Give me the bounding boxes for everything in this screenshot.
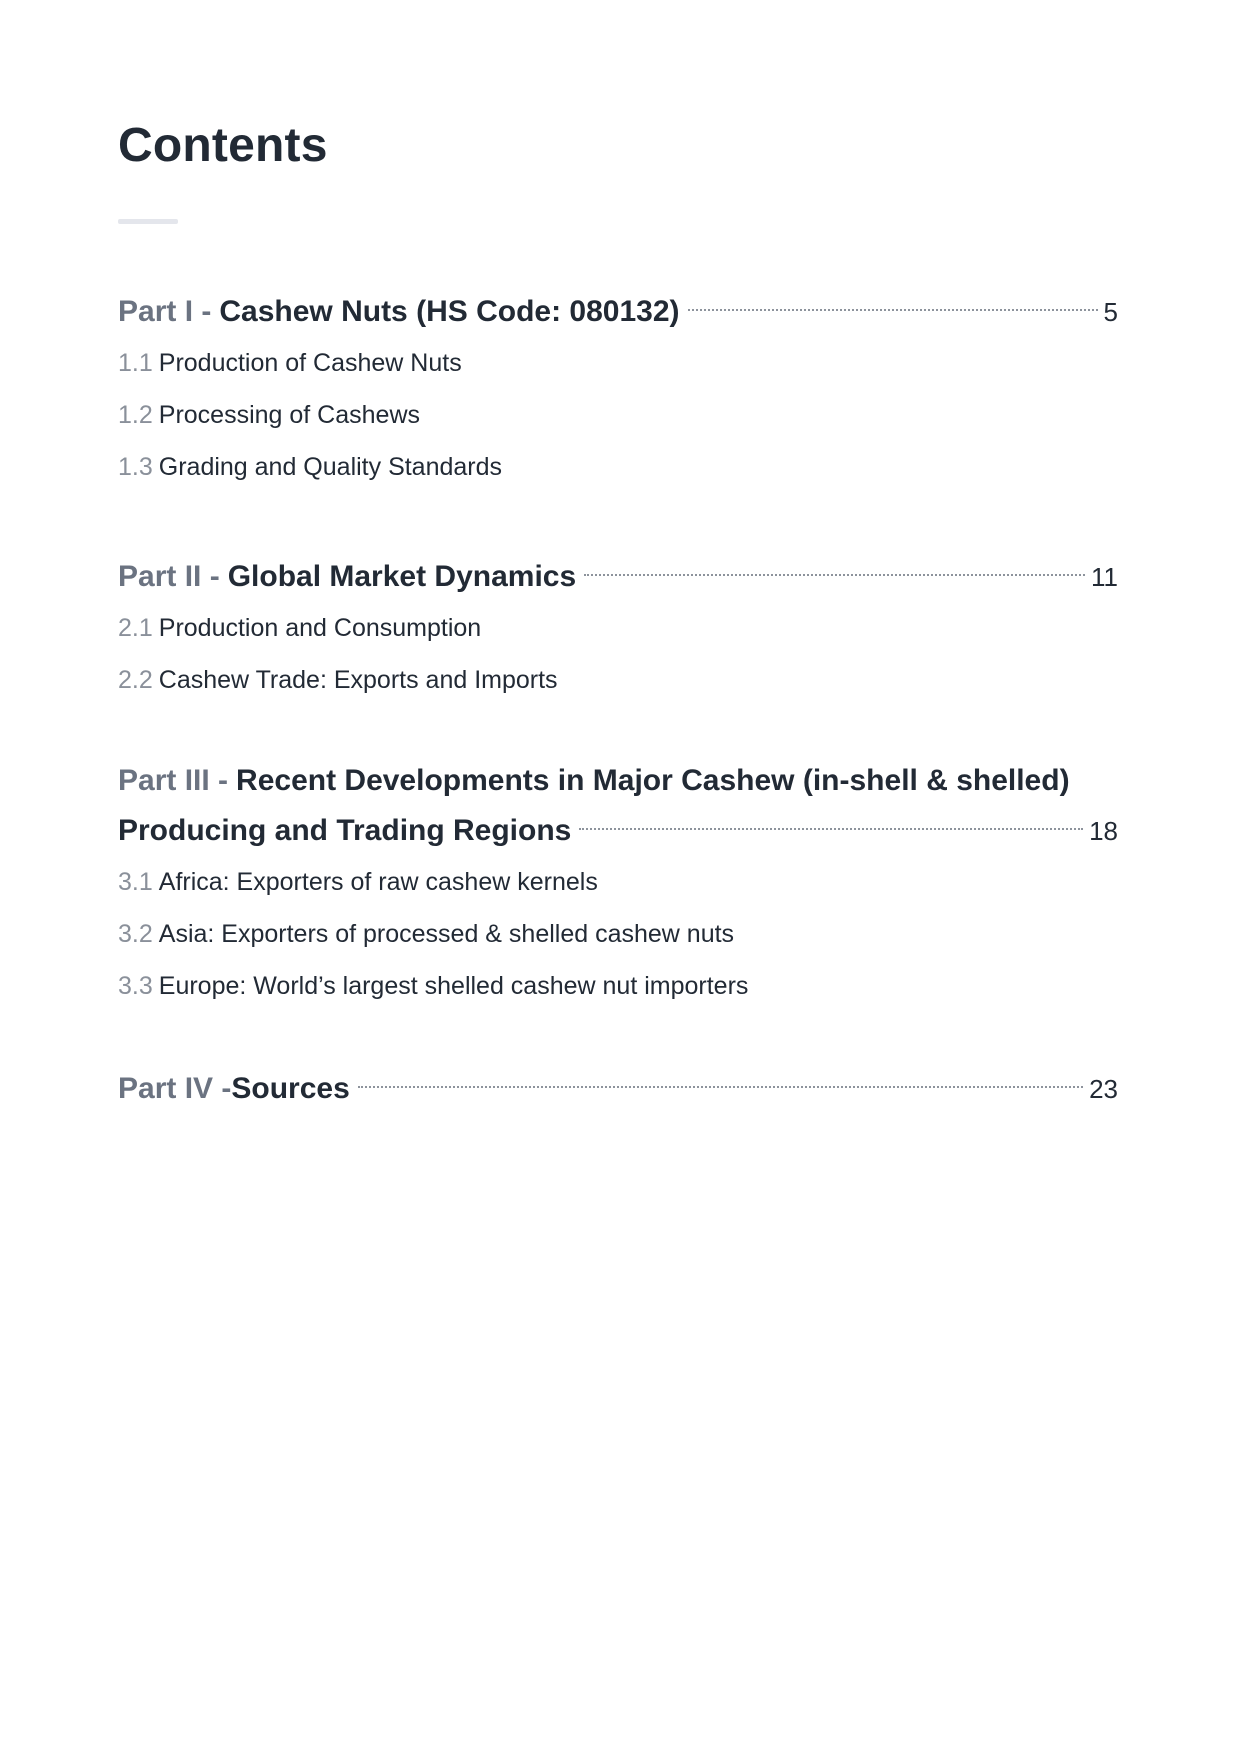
section-title: Asia: Exporters of processed & shelled cashew nuts [158, 920, 735, 948]
toc-part-heading[interactable] [118, 756, 1118, 806]
toc-section[interactable] [118, 441, 1118, 493]
toc-section[interactable] [118, 908, 1118, 960]
toc-part-2 [118, 552, 1118, 706]
section-number: 3.2 [118, 920, 153, 948]
toc-section[interactable] [118, 856, 1118, 908]
section-title: Grading and Quality Standards [158, 453, 503, 481]
part-title: Recent Developments in Major Cashew (in-shell & shelled) [236, 764, 1070, 797]
part-label: Part IV - [118, 1072, 232, 1105]
section-title: Europe: World’s largest shelled cashew nut importers [158, 972, 749, 1000]
title-underline [118, 219, 178, 224]
section-number: 2.2 [118, 666, 153, 694]
part-label: Part I - [118, 295, 212, 328]
section-title: Processing of Cashews [158, 401, 420, 429]
toc-section[interactable] [118, 602, 1118, 654]
dot-leader [579, 828, 1083, 830]
toc-section[interactable] [118, 960, 1118, 1012]
toc-part-3 [118, 756, 1118, 1012]
part-title: Cashew Nuts (HS Code: 080132) [219, 295, 680, 328]
toc-part-heading[interactable] [118, 552, 1118, 602]
page-number: 23 [1089, 1074, 1118, 1104]
page-number: 11 [1091, 562, 1118, 592]
section-title: Production and Consumption [158, 614, 482, 642]
part-title-continued: Producing and Trading Regions [118, 814, 572, 847]
part-label: Part III - [118, 764, 229, 797]
toc-part-heading-continued[interactable] [118, 806, 1118, 856]
toc-section[interactable] [118, 654, 1118, 706]
section-number: 2.1 [118, 614, 153, 642]
section-number: 3.3 [118, 972, 153, 1000]
dot-leader [688, 309, 1098, 311]
toc-part-heading[interactable] [118, 1064, 1118, 1114]
section-title: Production of Cashew Nuts [158, 349, 462, 377]
section-number: 3.1 [118, 868, 153, 896]
part-title: Global Market Dynamics [227, 560, 577, 593]
section-number: 1.3 [118, 453, 153, 481]
section-number: 1.2 [118, 401, 153, 429]
toc-part-4 [118, 1064, 1118, 1114]
section-title: Africa: Exporters of raw cashew kernels [158, 868, 598, 896]
dot-leader [584, 574, 1085, 576]
part-label: Part II - [118, 560, 220, 593]
dot-leader [358, 1086, 1083, 1088]
page-number: 18 [1089, 816, 1118, 846]
toc-section[interactable] [118, 337, 1118, 389]
section-title: Cashew Trade: Exports and Imports [158, 666, 558, 694]
page-number: 5 [1103, 297, 1118, 327]
toc-part-heading[interactable] [118, 287, 1118, 337]
part-title: Sources [231, 1072, 350, 1105]
section-number: 1.1 [118, 349, 153, 377]
page-title: Contents [118, 119, 328, 172]
toc-part-1 [118, 287, 1118, 493]
toc-section[interactable] [118, 389, 1118, 441]
